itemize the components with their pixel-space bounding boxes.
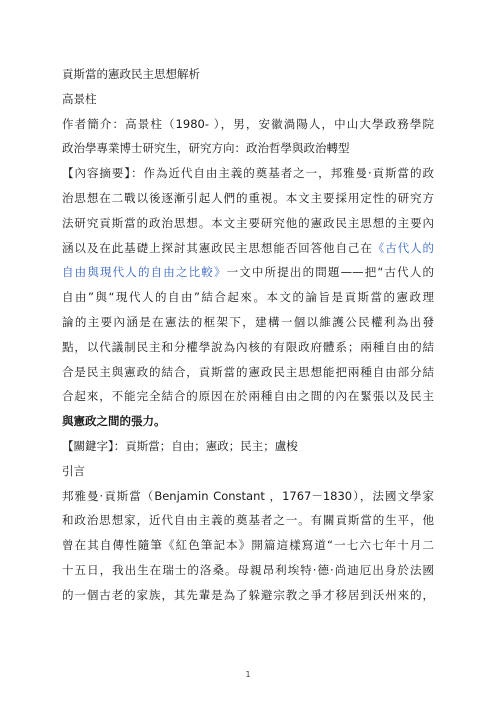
abstract-line xyxy=(62,260,434,285)
abstract-line: 點，以代議制民主和分權學說為內核的有限政府體系；兩種自由的結 xyxy=(62,339,434,354)
abstract-line: 與憲政之間的張力。 xyxy=(62,414,166,429)
page-number: 1 xyxy=(245,670,251,679)
author-bio-line: 作者簡介：高景柱（1980- ），男，安徽渦陽人，中山大學政務學院 xyxy=(62,116,434,131)
section-heading-intro: 引言 xyxy=(62,463,85,478)
intro-line: 邦雅曼·貢斯當（Benjamin Constant ，1767－1830），法國文學家 xyxy=(62,488,434,503)
abstract-line: 【內容摘要】：作為近代自由主義的奠基者之一，邦雅曼·貢斯當的政 xyxy=(62,166,434,181)
author-bio-line: 政治學專業博士研究生，研究方向：政治哲學與政治轉型 xyxy=(62,141,350,156)
intro-line: 的一個古老的家族，其先輩是為了躲避宗教之爭才移居到沃州來的， xyxy=(62,587,434,602)
abstract-line: 合是民主與憲政的結合，貢斯當的憲政民主思想能把兩種自由部分結 xyxy=(62,364,434,379)
cited-work-link[interactable]: 自由與現代人的自由之比較》 xyxy=(62,265,227,280)
abstract-line: 論的主要內涵是在憲法的框架下，建構一個以維護公民權利為出發 xyxy=(62,314,434,329)
abstract-line xyxy=(62,236,434,261)
abstract-text: 一文中所提出的問題——把“古代人的 xyxy=(226,265,434,280)
cited-work-link[interactable]: 《古代人的 xyxy=(372,240,434,255)
document-title: 貢斯當的憲政民主思想解析 xyxy=(62,67,200,81)
keywords: 【關鍵字】：貢斯當；自由；憲政；民主；盧梭 xyxy=(62,438,298,453)
abstract-text: 涵以及在此基礎上探討其憲政民主思想能否回答他自己在 xyxy=(62,240,373,255)
document-body xyxy=(62,62,434,608)
intro-line: 和政治思想家，近代自由主義的奠基者之一。有關貢斯當的生平，他 xyxy=(62,513,434,528)
intro-line: 十五日，我出生在瑞士的洛桑。母親昂利埃特·德·尚迪厄出身於法國 xyxy=(62,562,434,577)
abstract-line: 合起來，不能完全結合的原因在於兩種自由之間的內在緊張以及民主 xyxy=(62,389,434,404)
abstract-line: 治思想在二戰以後逐漸引起人們的重視。本文主要採用定性的研究方 xyxy=(62,190,434,205)
abstract-line: 法研究貢斯當的政治思想。本文主要研究他的憲政民主思想的主要內 xyxy=(62,215,434,230)
intro-line: 曾在其自傳性隨筆《紅色筆記本》開篇這樣寫道“一七六七年十月二 xyxy=(62,538,434,553)
abstract-line: 自由”與“現代人的自由”結合起來。本文的論旨是貢斯當的憲政理 xyxy=(62,290,434,305)
author-name: 高景柱 xyxy=(62,91,97,106)
